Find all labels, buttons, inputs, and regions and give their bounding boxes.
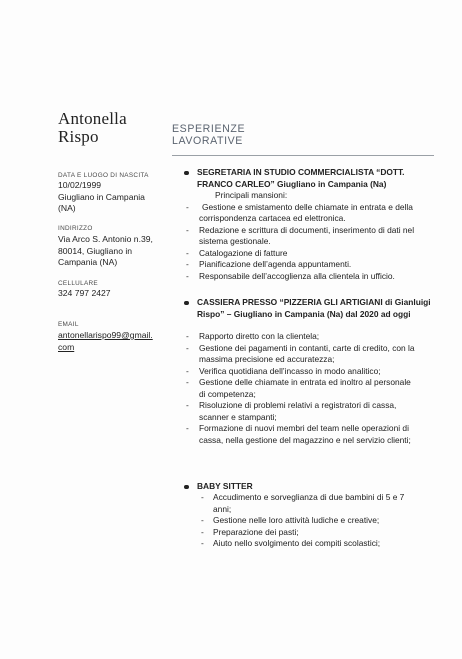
phone-label: CELLULARE: [58, 280, 98, 287]
list-dash: -: [186, 259, 189, 269]
list-item: Principali mansioni:: [215, 190, 288, 200]
list-item: Gestione dei pagamenti in contanti, carte di credito, con la: [199, 342, 415, 353]
list-item: anni;: [213, 503, 232, 514]
list-item: Catalogazione di fatture: [199, 247, 288, 258]
first-name: Antonella: [58, 109, 127, 128]
list-dash: -: [186, 247, 189, 258]
list-dash: -: [201, 526, 204, 537]
list-item: Redazione e scrittura di documenti, inserimento di dati nel: [199, 224, 415, 235]
list-dash: -: [186, 377, 189, 387]
address-label: INDIRIZZO: [58, 225, 93, 232]
list-item: cassa, nella gestione del magazzino e nel servizio clienti;: [199, 434, 411, 445]
section-divider: [172, 155, 434, 156]
list-dash: -: [201, 492, 204, 502]
list-dash: -: [186, 400, 189, 410]
job-title: SEGRETARIA IN STUDIO COMMERCIALISTA “DOTT.: [197, 167, 405, 177]
job-title: CASSIERA PRESSO “PIZZERIA GLI ARTIGIANI di Gianluigi: [197, 297, 431, 307]
list-item: Gestione nelle loro attività ludiche e creative;: [213, 515, 380, 525]
job-title: Rispo” – Giugliano in Campania (Na) dal 2020 ad oggi: [197, 308, 411, 319]
experience-heading: LAVORATIVE: [172, 135, 243, 147]
list-item: Rapporto diretto con la clientela;: [199, 331, 320, 341]
address-line: Via Arco S. Antonio n.39,: [58, 234, 153, 244]
list-item: Accudimento e sorveglianza di due bambini di 5 e 7: [213, 492, 405, 502]
bullet-dot: [184, 485, 189, 490]
list-item: scanner e stampanti;: [199, 411, 277, 422]
list-dash: -: [186, 365, 189, 376]
list-dash: -: [201, 515, 204, 525]
list-dash: -: [186, 331, 189, 341]
list-item: Aiuto nello svolgimento dei compiti scolastici;: [213, 538, 381, 548]
last-name: Rispo: [58, 127, 99, 146]
list-item: corrispondenza cartacea ed elettronica.: [199, 213, 346, 223]
address-line: Campania (NA): [58, 257, 118, 267]
list-item: di competenza;: [199, 388, 256, 399]
birth-province: (NA): [58, 203, 76, 213]
list-item: massima precisione ed accuratezza;: [199, 354, 335, 364]
list-item: Risoluzione di problemi relativi a registratori di cassa,: [199, 400, 397, 410]
list-item: Responsabile dell’accoglienza alla clientela in ufficio.: [199, 270, 395, 281]
birth-label: DATA E LUOGO DI NASCITA: [58, 172, 149, 179]
list-dash: -: [186, 270, 189, 281]
list-item: Preparazione dei pasti;: [213, 526, 299, 537]
list-item: Formazione di nuovi membri del team nelle operazioni di: [199, 423, 409, 433]
list-dash: -: [186, 201, 189, 212]
bullet-dot: [184, 301, 189, 306]
list-dash: -: [201, 538, 204, 548]
job-title: BABY SITTER: [197, 481, 253, 491]
list-dash: -: [186, 342, 189, 353]
list-item: Pianificazione dell’agenda appuntamenti.: [199, 259, 352, 269]
list-item: Gestione e smistamento delle chiamate in entrata e della: [202, 201, 413, 212]
list-dash: -: [186, 423, 189, 433]
list-item: Gestione delle chiamate in entrata ed inoltro al personale: [199, 377, 411, 387]
email-link[interactable]: antonellarispo99@gmail.: [58, 330, 153, 340]
email-link[interactable]: com: [58, 341, 75, 352]
address-line: 80014, Giugliano in: [58, 245, 133, 256]
list-dash: -: [186, 224, 189, 235]
email-label: EMAIL: [58, 321, 79, 328]
birth-place: Giugliano in Campania: [58, 191, 145, 202]
list-item: Verifica quotidiana dell’incasso in modo analitico;: [199, 365, 381, 376]
birth-date: 10/02/1999: [58, 180, 102, 190]
job-title: FRANCO CARLEO” Giugliano in Campania (Na): [197, 178, 387, 189]
phone-number: 324 797 2427: [58, 288, 111, 298]
bullet-dot: [184, 171, 189, 176]
list-item: sistema gestionale.: [199, 236, 271, 246]
experience-heading: ESPERIENZE: [172, 123, 246, 135]
